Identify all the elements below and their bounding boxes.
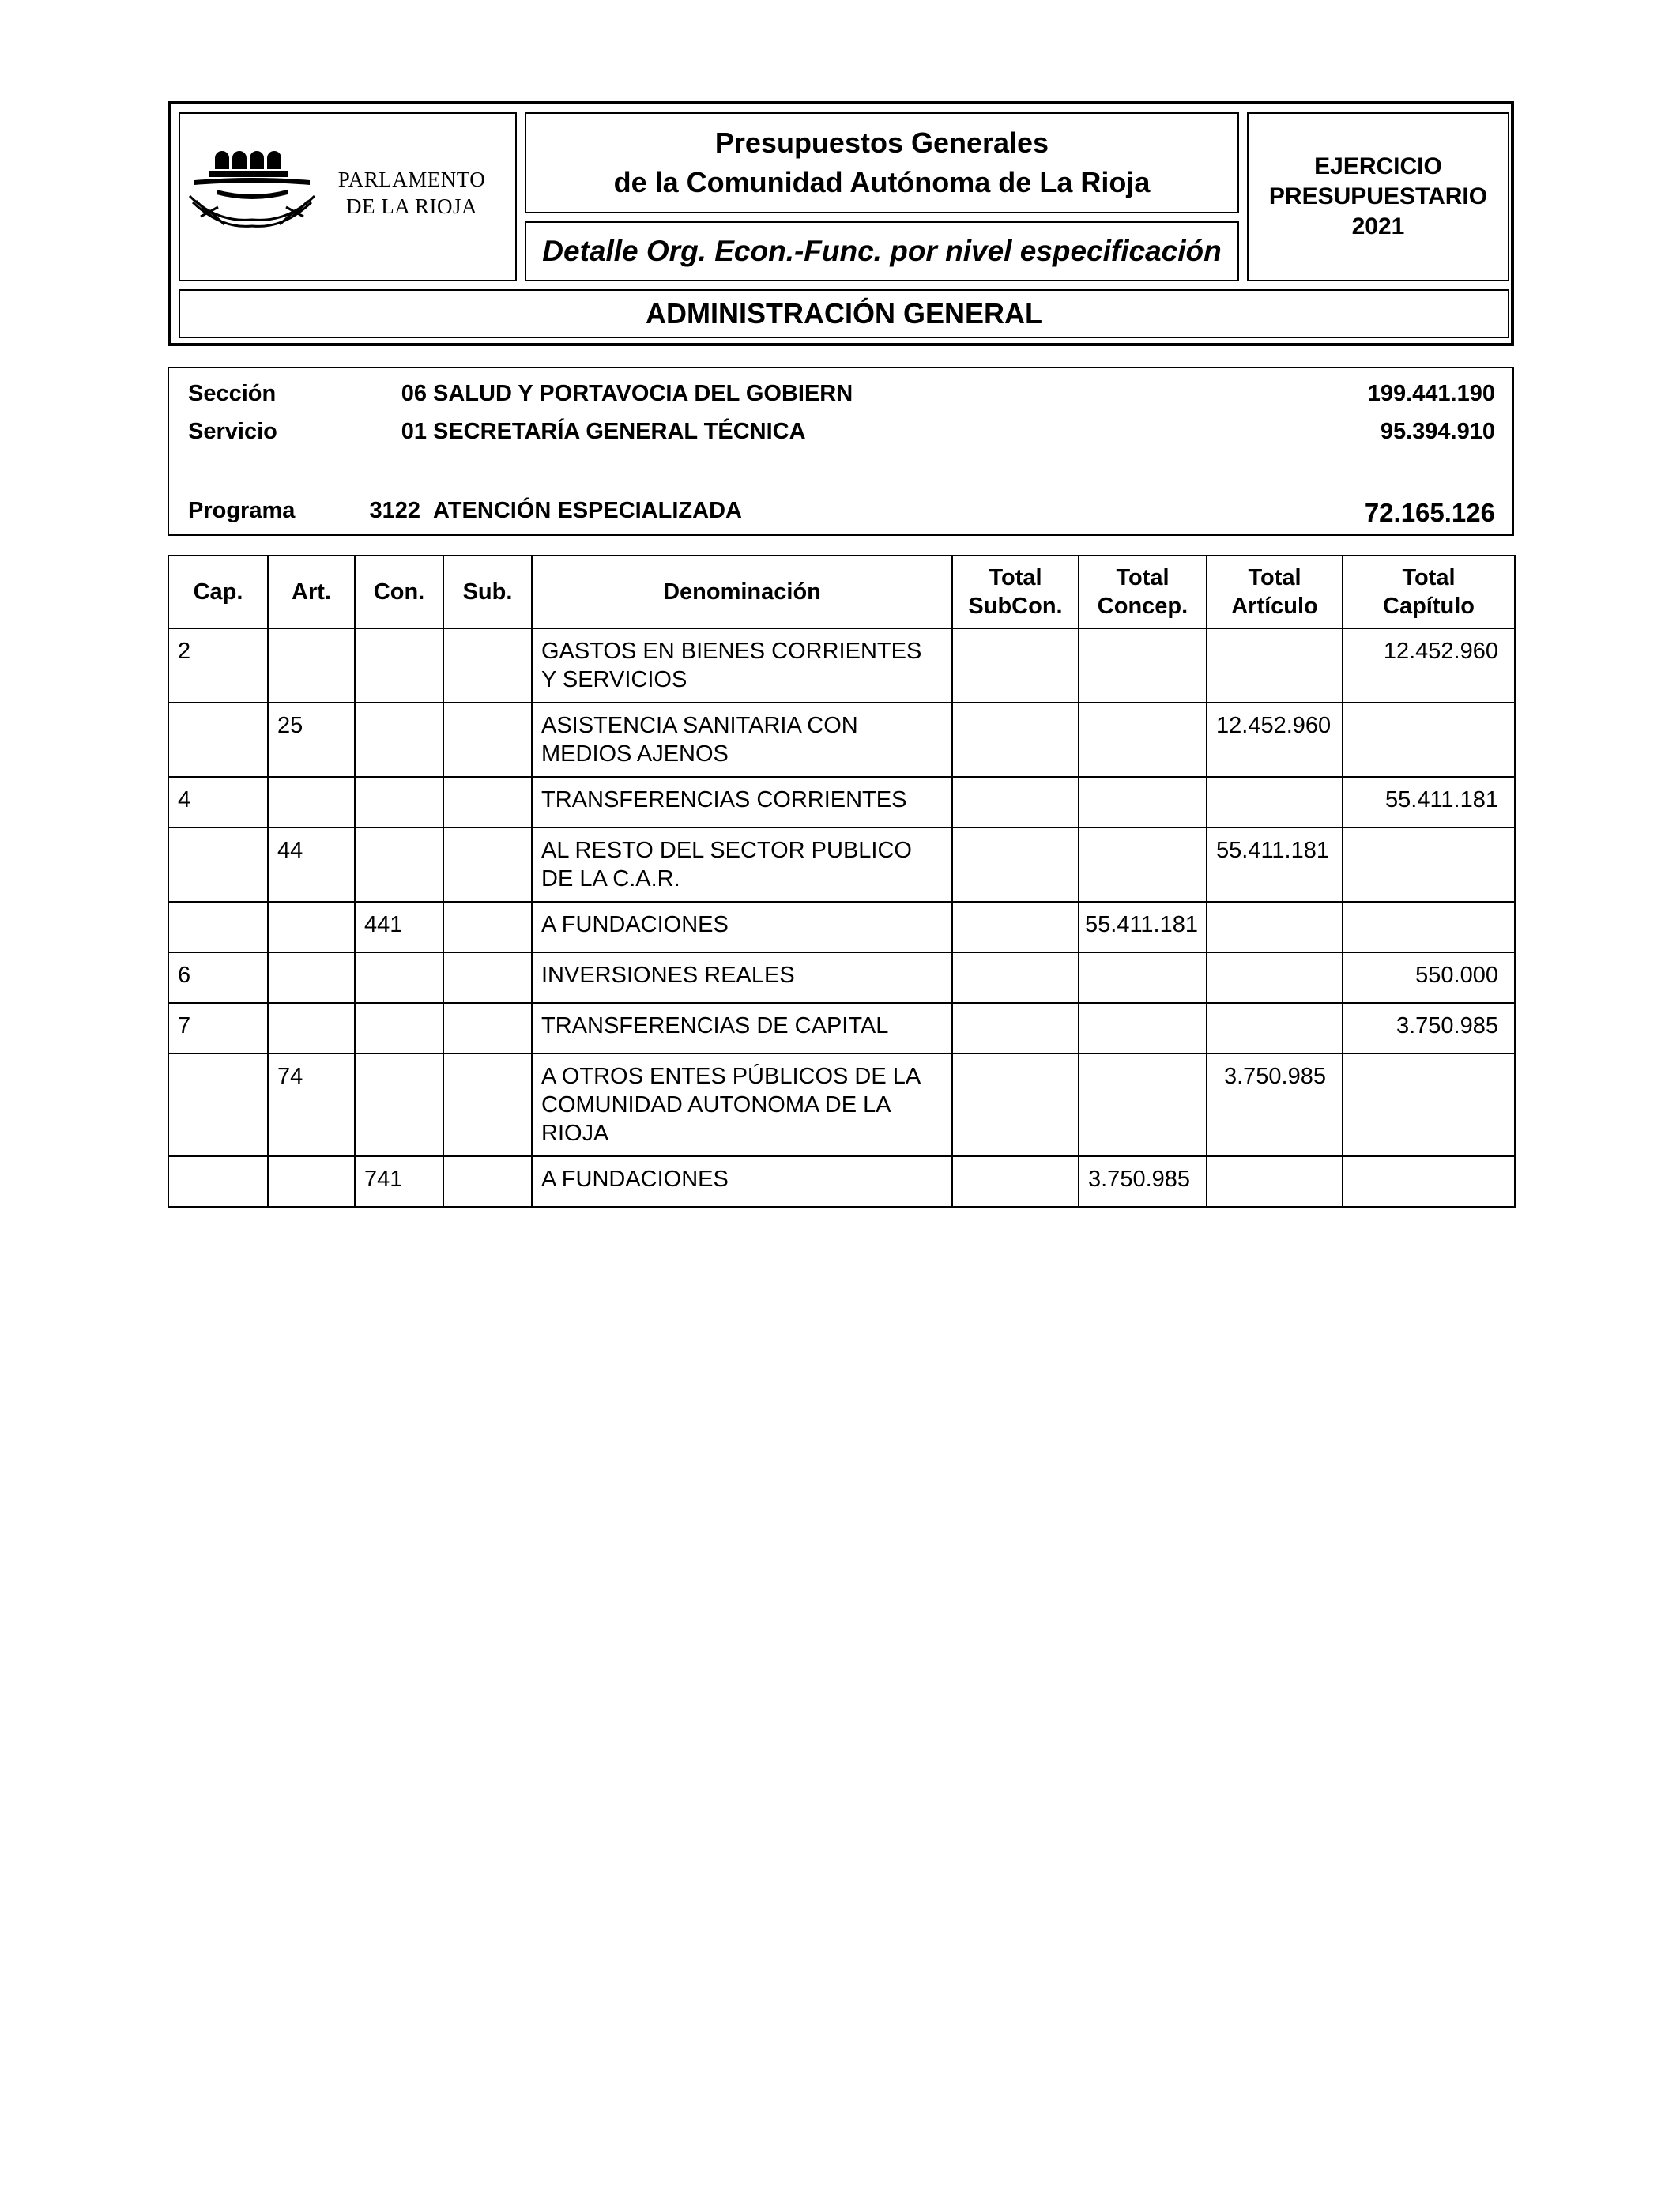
cell-denominacion xyxy=(532,827,952,902)
cell-cap: 4 xyxy=(168,777,268,827)
cell-denominacion xyxy=(532,703,952,777)
parliament-logo-icon xyxy=(185,141,319,251)
logo-text-line1: PARLAMENTO xyxy=(337,168,486,191)
table-row xyxy=(168,628,1515,703)
den-line: RIOJA xyxy=(541,1121,609,1146)
cell-cap: 2 xyxy=(168,628,268,703)
den-line: MEDIOS AJENOS xyxy=(541,741,729,767)
cell-cap xyxy=(168,827,268,902)
cell-total-subcon xyxy=(952,902,1079,952)
logo-box xyxy=(179,112,517,281)
cell-sub xyxy=(443,827,532,902)
cell-total-concep xyxy=(1079,827,1207,902)
title-line-1: Presupuestos Generales xyxy=(714,126,1049,159)
cell-total-subcon xyxy=(952,628,1079,703)
fiscal-year-box xyxy=(1247,112,1509,281)
header-total-capitulo-line1: Total xyxy=(1402,565,1456,590)
seccion-name: SALUD Y PORTAVOCIA DEL GOBIERN xyxy=(433,381,853,406)
cell-cap xyxy=(168,1054,268,1156)
cell-total-concep xyxy=(1079,1054,1207,1156)
cell-art: 44 xyxy=(268,827,355,902)
cell-art xyxy=(268,902,355,952)
cell-total-articulo xyxy=(1207,902,1343,952)
header-total-concep xyxy=(1079,556,1207,628)
den-line: A OTROS ENTES PÚBLICOS DE LA xyxy=(541,1064,921,1089)
cell-con xyxy=(355,777,443,827)
den-line: INVERSIONES REALES xyxy=(541,963,795,988)
cell-con xyxy=(355,1003,443,1054)
header-total-articulo-line1: Total xyxy=(1248,565,1301,590)
servicio-code: 01 xyxy=(401,419,427,444)
cell-total-concep xyxy=(1079,777,1207,827)
header-total-concep-line1: Total xyxy=(1116,565,1170,590)
seccion-code: 06 xyxy=(401,381,427,406)
cell-total-articulo: 12.452.960 xyxy=(1207,703,1343,777)
den-line: GASTOS EN BIENES CORRIENTES xyxy=(541,639,922,664)
servicio-amount: 95.394.910 xyxy=(1380,419,1495,444)
cell-total-articulo: 55.411.181 xyxy=(1207,827,1343,902)
cell-sub xyxy=(443,777,532,827)
header-art: Art. xyxy=(268,556,355,628)
den-line: ASISTENCIA SANITARIA CON xyxy=(541,713,858,738)
cell-total-articulo xyxy=(1207,1156,1343,1207)
seccion-label: Sección xyxy=(188,381,277,406)
cell-con xyxy=(355,827,443,902)
cell-denominacion xyxy=(532,1003,952,1054)
table-row xyxy=(168,952,1515,1003)
cell-total-articulo xyxy=(1207,777,1343,827)
cell-total-concep: 3.750.985 xyxy=(1079,1156,1207,1207)
cell-con: 741 xyxy=(355,1156,443,1207)
cell-total-subcon xyxy=(952,777,1079,827)
table-row xyxy=(168,1156,1515,1207)
cell-total-subcon xyxy=(952,1003,1079,1054)
cell-sub xyxy=(443,902,532,952)
den-line: A FUNDACIONES xyxy=(541,912,729,937)
programa-amount: 72.165.126 xyxy=(1364,498,1495,527)
table-row xyxy=(168,1003,1515,1054)
den-line: TRANSFERENCIAS CORRIENTES xyxy=(541,787,907,812)
table-row xyxy=(168,902,1515,952)
cell-total-articulo xyxy=(1207,628,1343,703)
cell-total-capitulo xyxy=(1343,827,1515,902)
servicio-label: Servicio xyxy=(188,419,277,444)
cell-art xyxy=(268,777,355,827)
cell-con: 441 xyxy=(355,902,443,952)
cell-total-subcon xyxy=(952,1156,1079,1207)
header-total-articulo xyxy=(1207,556,1343,628)
cell-art xyxy=(268,1156,355,1207)
den-line: AL RESTO DEL SECTOR PUBLICO xyxy=(541,838,912,863)
cell-total-concep: 55.411.181 xyxy=(1079,902,1207,952)
budget-table xyxy=(168,555,1516,1208)
cell-cap xyxy=(168,1156,268,1207)
cell-denominacion xyxy=(532,1156,952,1207)
den-line: Y SERVICIOS xyxy=(541,667,687,692)
header-total-capitulo xyxy=(1343,556,1515,628)
logo-text xyxy=(321,166,503,220)
year-label-line2: PRESUPUESTARIO xyxy=(1268,183,1488,209)
cell-total-capitulo xyxy=(1343,902,1515,952)
document-header xyxy=(168,101,1514,346)
cell-sub xyxy=(443,952,532,1003)
cell-cap xyxy=(168,703,268,777)
den-line: TRANSFERENCIAS DE CAPITAL xyxy=(541,1013,889,1039)
seccion-amount: 199.441.190 xyxy=(1367,381,1495,406)
header-total-capitulo-line2: Capítulo xyxy=(1383,594,1475,619)
table-row xyxy=(168,777,1515,827)
cell-sub xyxy=(443,1003,532,1054)
cell-art xyxy=(268,628,355,703)
cell-denominacion xyxy=(532,628,952,703)
header-sub: Sub. xyxy=(443,556,532,628)
cell-con xyxy=(355,952,443,1003)
title-line-2: de la Comunidad Autónoma de La Rioja xyxy=(613,166,1151,198)
table-row xyxy=(168,703,1515,777)
cell-total-subcon xyxy=(952,827,1079,902)
cell-cap xyxy=(168,902,268,952)
table-row xyxy=(168,827,1515,902)
cell-total-capitulo xyxy=(1343,1156,1515,1207)
cell-sub xyxy=(443,1054,532,1156)
cell-total-concep xyxy=(1079,628,1207,703)
cell-total-subcon xyxy=(952,1054,1079,1156)
cell-total-concep xyxy=(1079,952,1207,1003)
cell-total-concep xyxy=(1079,1003,1207,1054)
header-total-concep-line2: Concep. xyxy=(1097,594,1188,619)
cell-total-capitulo: 12.452.960 xyxy=(1343,628,1515,703)
fiscal-year: 2021 xyxy=(1351,213,1405,239)
cell-total-capitulo: 3.750.985 xyxy=(1343,1003,1515,1054)
header-total-subcon-line2: SubCon. xyxy=(968,594,1063,619)
cell-sub xyxy=(443,703,532,777)
den-line: A FUNDACIONES xyxy=(541,1167,729,1192)
servicio-name: SECRETARÍA GENERAL TÉCNICA xyxy=(433,419,806,444)
cell-denominacion xyxy=(532,902,952,952)
programa-code: 3122 xyxy=(369,498,420,523)
cell-total-subcon xyxy=(952,703,1079,777)
cell-denominacion xyxy=(532,952,952,1003)
cell-con xyxy=(355,1054,443,1156)
cell-total-articulo xyxy=(1207,952,1343,1003)
header-total-articulo-line2: Artículo xyxy=(1231,594,1318,619)
cell-total-subcon xyxy=(952,952,1079,1003)
header-total-subcon-line1: Total xyxy=(989,565,1042,590)
cell-total-capitulo: 550.000 xyxy=(1343,952,1515,1003)
servicio-row xyxy=(169,419,1512,450)
cell-con xyxy=(355,703,443,777)
cell-art xyxy=(268,1003,355,1054)
admin-title: ADMINISTRACIÓN GENERAL xyxy=(179,289,1509,338)
cell-total-articulo: 3.750.985 xyxy=(1207,1054,1343,1156)
programa-name: ATENCIÓN ESPECIALIZADA xyxy=(433,498,742,523)
cell-total-articulo xyxy=(1207,1003,1343,1054)
header-con: Con. xyxy=(355,556,443,628)
organization-summary xyxy=(168,367,1514,536)
document-subtitle: Detalle Org. Econ.-Func. por nivel especificación xyxy=(525,221,1239,281)
document-title xyxy=(525,112,1239,213)
den-line: COMUNIDAD AUTONOMA DE LA xyxy=(541,1092,891,1118)
den-line: DE LA C.A.R. xyxy=(541,866,680,892)
cell-art: 74 xyxy=(268,1054,355,1156)
table-row xyxy=(168,1054,1515,1156)
cell-denominacion xyxy=(532,1054,952,1156)
seccion-row xyxy=(169,381,1512,413)
cell-art xyxy=(268,952,355,1003)
header-denominacion: Denominación xyxy=(532,556,952,628)
cell-total-capitulo xyxy=(1343,703,1515,777)
header-total-subcon xyxy=(952,556,1079,628)
cell-art: 25 xyxy=(268,703,355,777)
programa-row xyxy=(169,498,1512,530)
cell-total-concep xyxy=(1079,703,1207,777)
cell-cap: 6 xyxy=(168,952,268,1003)
cell-sub xyxy=(443,628,532,703)
cell-total-capitulo xyxy=(1343,1054,1515,1156)
table-header-row xyxy=(168,556,1515,628)
cell-total-capitulo: 55.411.181 xyxy=(1343,777,1515,827)
cell-cap: 7 xyxy=(168,1003,268,1054)
cell-con xyxy=(355,628,443,703)
year-label-line1: EJERCICIO xyxy=(1314,153,1442,179)
cell-denominacion xyxy=(532,777,952,827)
programa-label: Programa xyxy=(188,498,296,523)
header-cap: Cap. xyxy=(168,556,268,628)
logo-text-line2: DE LA RIOJA xyxy=(346,194,477,218)
cell-sub xyxy=(443,1156,532,1207)
